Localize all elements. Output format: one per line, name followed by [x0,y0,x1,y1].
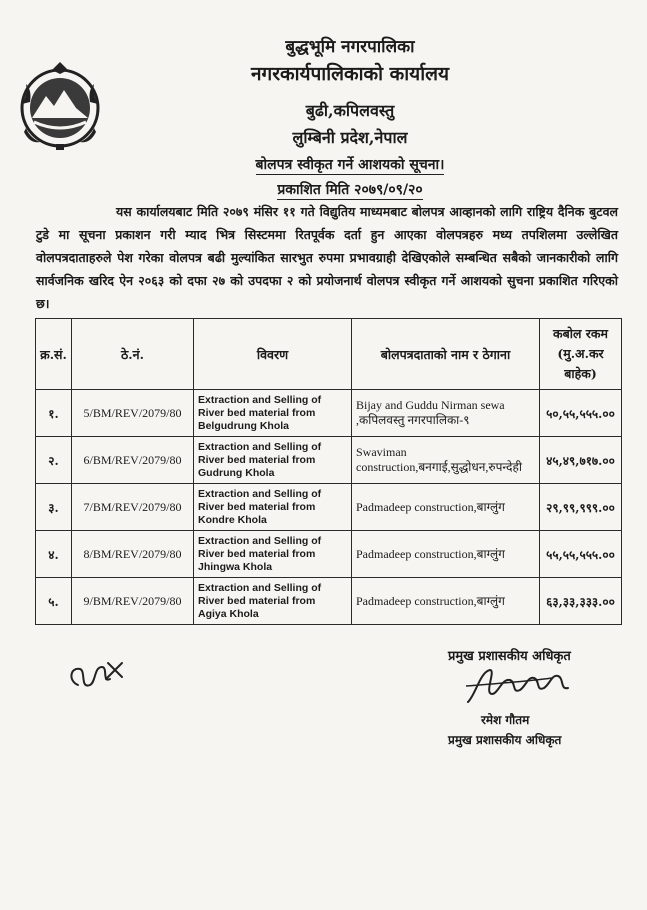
row-bidder [352,578,540,625]
row-bidder [352,390,540,437]
row-amount: २९,९९,९९९.०० [540,484,622,531]
signatory-role: प्रमुख प्रशासकीय अधिकृत [448,733,562,747]
row-description-line: River bed material from [198,500,316,513]
col-header-sn: क्र.सं. [36,319,72,390]
row-description-line: River bed material from [198,406,316,419]
row-bidder-line: Swaviman [356,445,407,459]
row-amount: ४५,४९,७१७.०० [540,437,622,484]
municipality-name: बुद्धभूमि नगरपालिका [285,37,415,57]
row-bidder-line: construction,बनगाई,सुद्धोधन,रुपन्देही [356,460,522,474]
row-bidder-line: Padmadeep construction,बाग्लुंग [356,546,505,561]
col-header-bidder: बोलपत्रदाताको नाम र ठेगाना [352,319,540,390]
row-description-line: Extraction and Selling of [198,440,322,453]
row-sn: ३. [36,484,72,531]
table-row [36,390,622,437]
row-description-line: River bed material from [198,453,316,466]
row-description-line: Extraction and Selling of [198,581,322,594]
signature-icon [462,664,582,710]
row-description-line: River bed material from [198,594,316,607]
row-bidder [352,437,540,484]
handwritten-initial-icon [64,655,128,697]
row-amount: ६३,३३,३३३.०० [540,578,622,625]
signatory-title: प्रमुख प्रशासकीय अधिकृत [448,649,571,664]
table-row [36,578,622,625]
row-description-line: Extraction and Selling of [198,487,322,500]
row-description-line: Kondre Khola [198,513,267,526]
signatory-name: रमेश गौतम [481,713,530,727]
row-bidder-line: ,कपिलवस्तु नगरपालिका-९ [356,413,470,427]
col-header-amount-line3: बाहेक) [564,366,597,381]
row-description [194,578,352,625]
row-description [194,531,352,578]
row-bidder [352,484,540,531]
table-row [36,531,622,578]
row-description [194,484,352,531]
office-address: बुढी,कपिलवस्तु [305,101,395,120]
row-description-line: Extraction and Selling of [198,534,322,547]
row-description [194,437,352,484]
notice-title-text: बोलपत्र स्वीकृत गर्ने आशयको सूचना। [255,157,445,173]
row-bidder-line: Padmadeep construction,बाग्लुंग [356,593,505,608]
row-sn: २. [36,437,72,484]
notice-paragraph: यस कार्यालयबाट मिति २०७९ मंसिर ११ गते विद्युतिय माध्यमबाट बोलपत्र आव्हानको लागि राष्ट्रिय दैनिक बुटवल टुडे मा सूचना प्रकाशन गरी म्याद भित्र सिस्टममा रितपूर्वक दर्ता हुन आएका वोलपत्रहरु मध्य तपशिलमा उल्लेखित वोलपत्रदाताहरुले पेश गरेका वोलपत्र बढी मुल्यांकित सारभुत रुपमा प्रभावग्राही देखिएकोले सम्बन्धित सबैको जानकारीको लागि सार्वजनिक खरिद ऐन २०६३ को दफा २७ को उपदफा २ को प्रयोजनार्थ वोलपत्र स्वीकृत गर्ने आशयको सुचना प्रकाशित गरिएको छ। [36,204,618,311]
row-description-line: Belgudrung Khola [198,419,289,432]
municipality-emblem-icon [12,60,108,152]
col-header-description: विवरण [194,319,352,390]
row-description-line: Agiya Khola [198,607,259,620]
row-bidder-line: Padmadeep construction,बाग्लुंग [356,499,505,514]
office-name: नगरकार्यपालिकाको कार्यालय [250,63,450,85]
row-ref: 7/BM/REV/2079/80 [72,484,194,531]
row-description-line: River bed material from [198,547,316,560]
row-description-line: Gudrung Khola [198,466,275,479]
table-row [36,484,622,531]
row-ref: 8/BM/REV/2079/80 [72,531,194,578]
row-ref: 5/BM/REV/2079/80 [72,390,194,437]
col-header-ref: ठे.नं. [72,319,194,390]
col-header-amount [540,319,622,390]
row-ref: 6/BM/REV/2079/80 [72,437,194,484]
bid-table [35,318,622,625]
row-description-line: Jhingwa Khola [198,560,273,573]
published-date [150,180,550,199]
row-sn: १. [36,390,72,437]
row-sn: ४. [36,531,72,578]
table-header-row [36,319,622,390]
row-description [194,390,352,437]
col-header-amount-line2: (मु.अ.कर [557,346,604,361]
row-bidder [352,531,540,578]
row-amount: ५५,५५,५५५.०० [540,531,622,578]
office-province: लुम्बिनी प्रदेश,नेपाल [292,128,408,147]
row-bidder-line: Bijay and Guddu Nirman sewa [356,398,505,412]
row-description-line: Extraction and Selling of [198,393,322,406]
row-amount: ५०,५५,५५५.०० [540,390,622,437]
notice-title [150,155,550,174]
row-ref: 9/BM/REV/2079/80 [72,578,194,625]
col-header-amount-line1: कबोल रकम [553,326,608,341]
published-date-text: प्रकाशित मिति २०७९/०९/२० [277,182,423,198]
table-row [36,437,622,484]
row-sn: ५. [36,578,72,625]
